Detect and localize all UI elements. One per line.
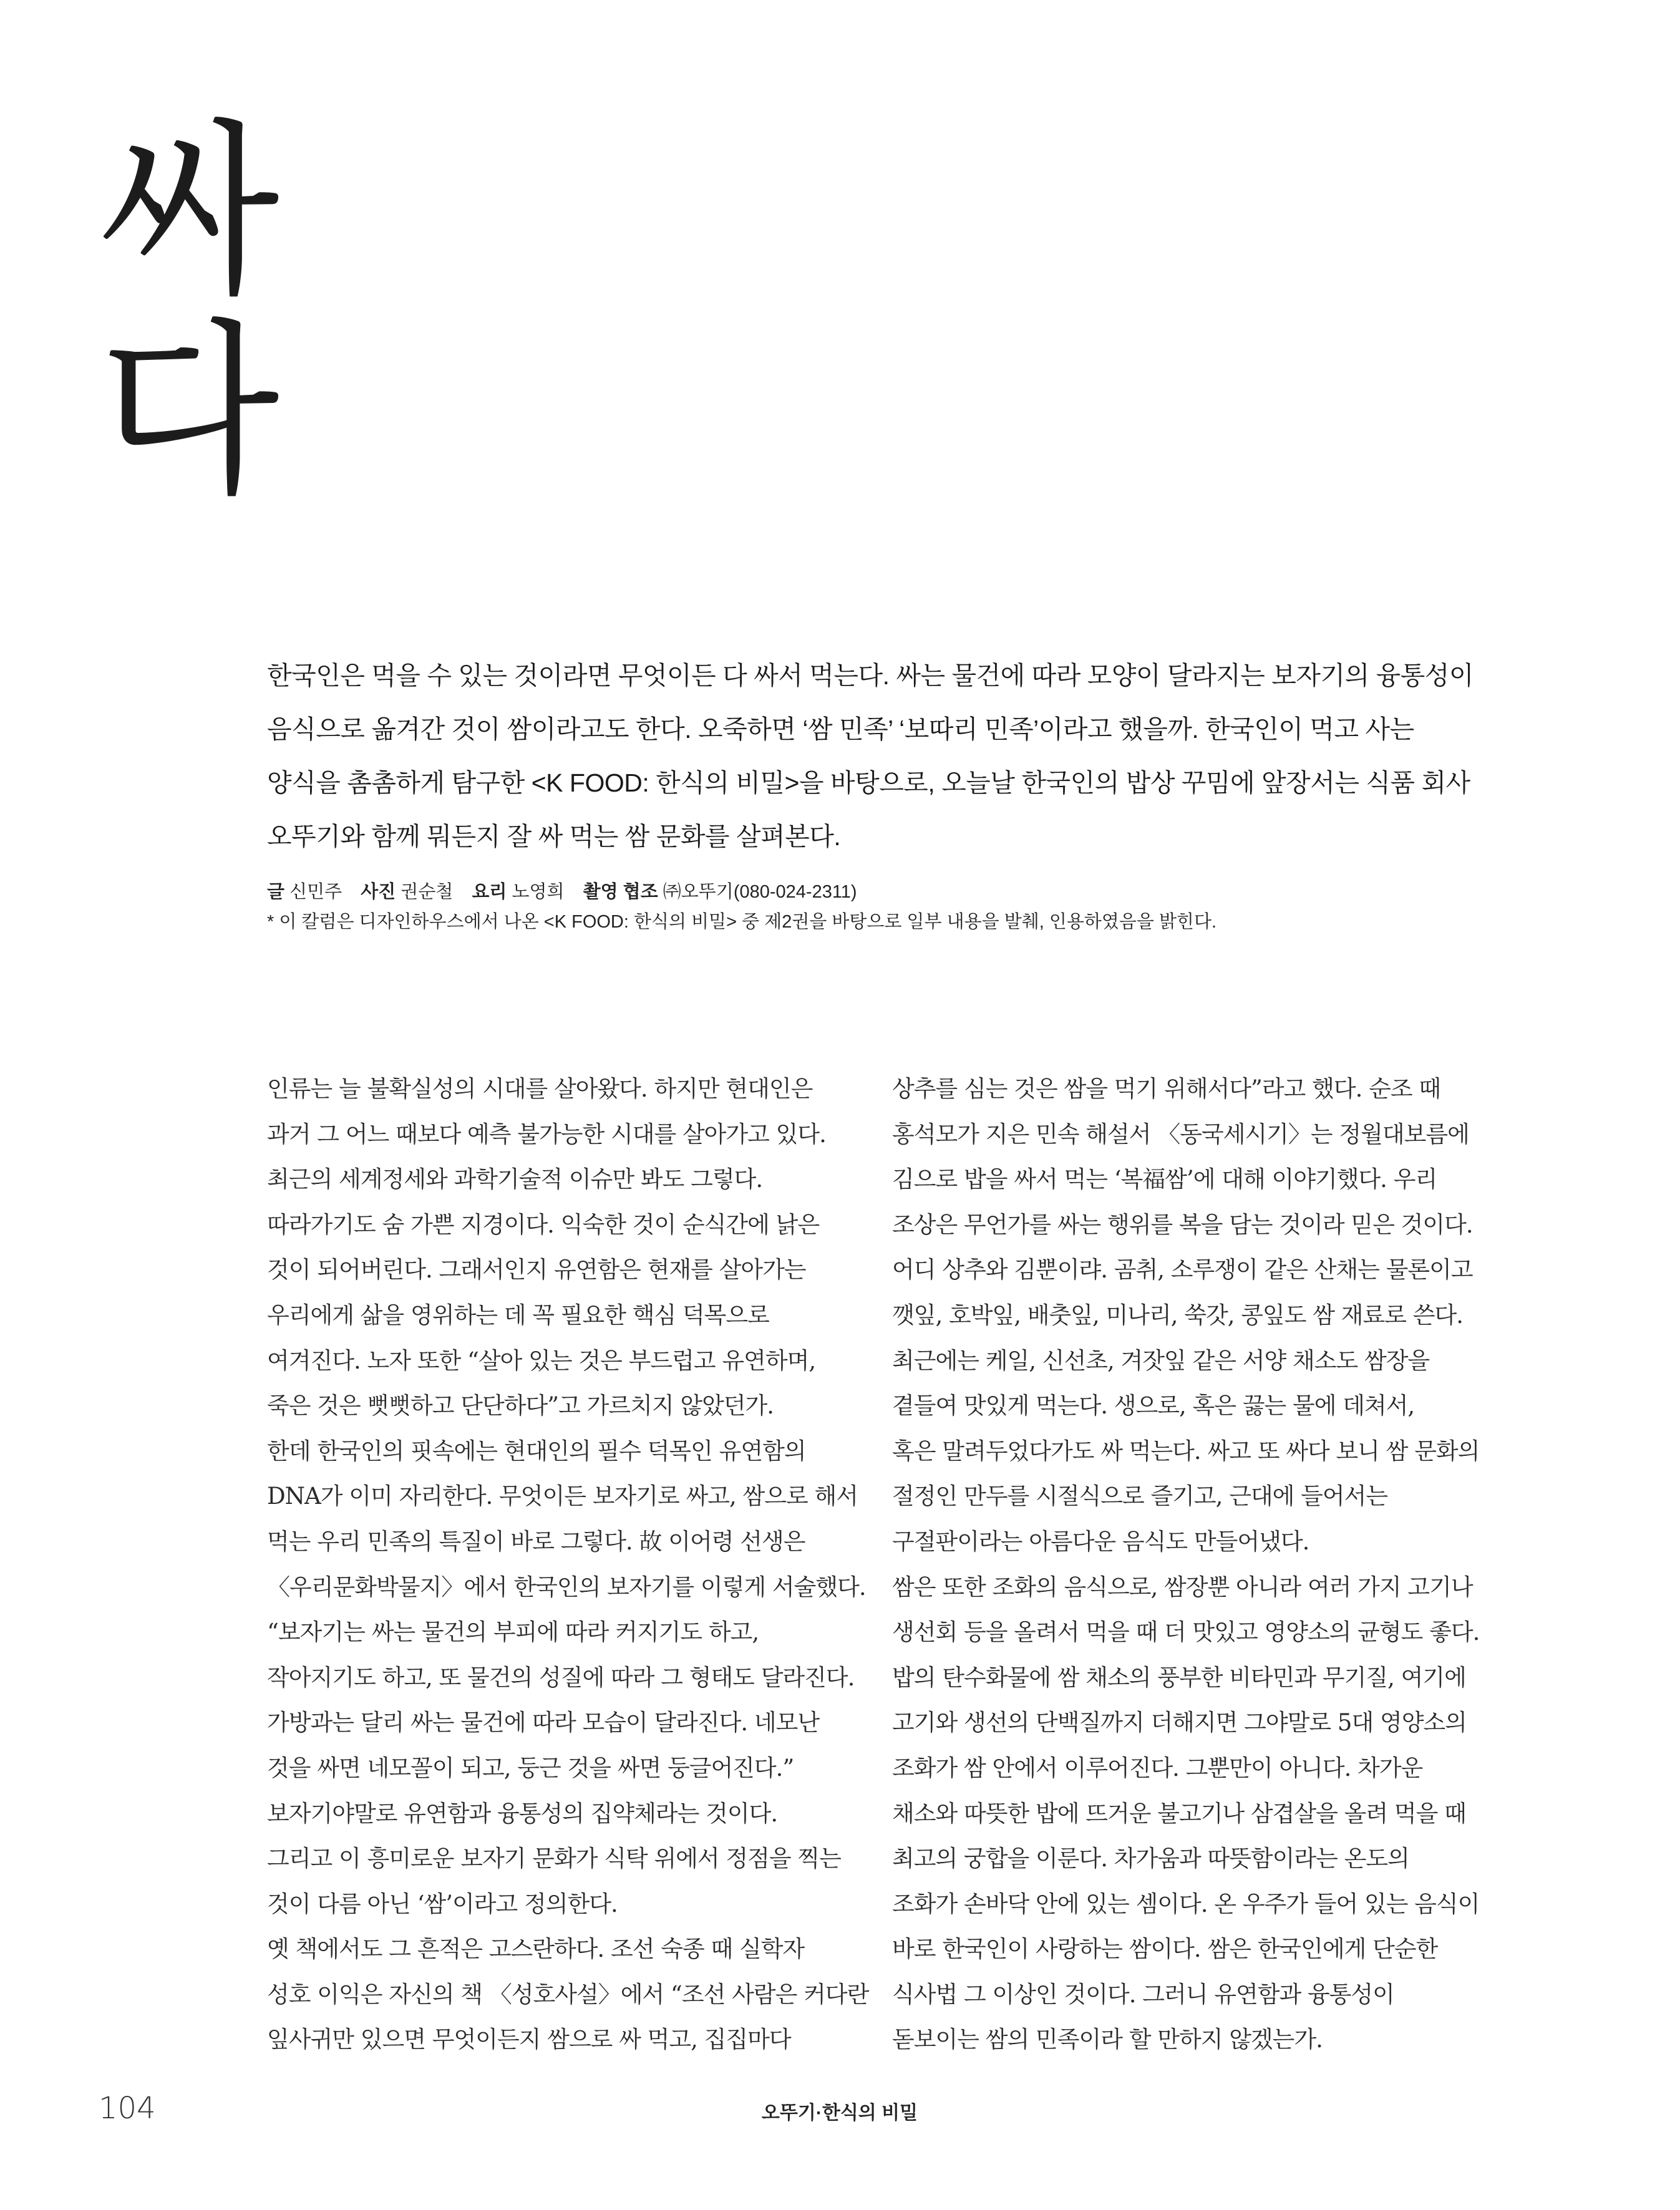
body-text-line: 식사법 그 이상인 것이다. 그러니 유연함과 융통성이 (892, 1980, 1394, 2008)
body-text-line: 김으로 밥을 싸서 먹는 ‘복福쌈’에 대해 이야기했다. 우리 (892, 1166, 1437, 1193)
writer-name: 신민주 (289, 882, 342, 902)
body-text-line: 고기와 생선의 단백질까지 더해지면 그야말로 5대 영양소의 (892, 1709, 1467, 1737)
body-text-line: 어디 상추와 김뿐이랴. 곰취, 소루쟁이 같은 산채는 물론이고 (892, 1256, 1473, 1284)
body-text-line: 최근의 세계정세와 과학기술적 이슈만 봐도 그렇다. (267, 1166, 763, 1193)
body-text-line: 먹는 우리 민족의 특질이 바로 그렇다. 故 이어령 선생은 (267, 1528, 805, 1555)
body-text-line: 우리에게 삶을 영위하는 데 꼭 필요한 핵심 덕목으로 (267, 1301, 769, 1329)
support-label: 촬영 협조 (583, 882, 658, 902)
body-text-line: 쌈은 또한 조화의 음식으로, 쌈장뿐 아니라 여러 가지 고기나 (892, 1573, 1473, 1601)
body-text-line: 최고의 궁합을 이룬다. 차가움과 따뜻함이라는 온도의 (892, 1845, 1409, 1873)
body-text-line: 상추를 심는 것은 쌈을 먹기 위해서다”라고 했다. 순조 때 (892, 1075, 1441, 1102)
credits (267, 877, 1490, 907)
body-text-line: 채소와 따뜻한 밥에 뜨거운 불고기나 삼겹살을 올려 먹을 때 (892, 1800, 1466, 1827)
body-text-line: 조화가 쌈 안에서 이루어진다. 그뿐만이 아니다. 차가운 (892, 1754, 1423, 1781)
body-text-line: 가방과는 달리 싸는 물건에 따라 모습이 달라진다. 네모난 (267, 1709, 820, 1737)
body-column-left (267, 1067, 869, 2063)
body-text-line: 절정인 만두를 시절식으로 즐기고, 근대에 들어서는 (892, 1483, 1388, 1510)
body-text-line: 〈우리문화박물지〉에서 한국인의 보자기를 이렇게 서술했다. (267, 1573, 866, 1601)
body-text-line: 따라가기도 숨 가쁜 지경이다. 익숙한 것이 순식간에 낡은 (267, 1211, 820, 1238)
page-number: 104 (99, 2091, 156, 2126)
body-text-line: 바로 한국인이 사랑하는 쌈이다. 쌈은 한국인에게 단순한 (892, 1936, 1438, 1963)
body-text-line: 여겨진다. 노자 또한 “살아 있는 것은 부드럽고 유연하며, (267, 1347, 816, 1374)
body-text-line: DNA가 이미 자리한다. 무엇이든 보자기로 싸고, 쌈으로 해서 (267, 1483, 858, 1510)
body-text-line: 돋보이는 쌈의 민족이라 할 만하지 않겠는가. (892, 2026, 1323, 2053)
body-text-line: 혹은 말려두었다가도 싸 먹는다. 싸고 또 싸다 보니 쌈 문화의 (892, 1437, 1480, 1465)
body-text-line: 생선회 등을 올려서 먹을 때 더 맛있고 영양소의 균형도 좋다. (892, 1619, 1480, 1646)
body-text-line: 인류는 늘 불확실성의 시대를 살아왔다. 하지만 현대인은 (267, 1075, 813, 1102)
body-text-line: 옛 책에서도 그 흔적은 고스란하다. 조선 숙종 때 실학자 (267, 1936, 805, 1963)
intro-line: 오뚜기와 함께 뭐든지 잘 싸 먹는 쌈 문화를 살펴본다. (267, 822, 841, 851)
cook-name: 노영희 (512, 882, 565, 902)
body-text-line: 죽은 것은 뻣뻣하고 단단하다”고 가르치지 않았던가. (267, 1392, 774, 1420)
title-char-1: 싸 (99, 103, 279, 321)
photo-label: 사진 (361, 882, 396, 902)
body-text-line: 작아지기도 하고, 또 물건의 성질에 따라 그 형태도 달라진다. (267, 1664, 855, 1691)
intro-line: 한국인은 먹을 수 있는 것이라면 무엇이든 다 싸서 먹는다. 싸는 물건에 따라 모양이 달라지는 보자기의 융통성이 (267, 661, 1474, 690)
body-column-right (892, 1067, 1491, 2063)
title-char-2: 다 (99, 303, 279, 520)
body-text-line: 홍석모가 지은 민속 해설서 〈동국세시기〉는 정월대보름에 (892, 1120, 1469, 1148)
body-text-line: 것이 다름 아닌 ‘쌈’이라고 정의한다. (267, 1890, 618, 1917)
body-text-line: 조상은 무언가를 싸는 행위를 복을 담는 것이라 믿은 것이다. (892, 1211, 1473, 1238)
writer-label: 글 (267, 882, 285, 902)
body-text-line: 것을 싸면 네모꼴이 되고, 둥근 것을 싸면 둥글어진다.” (267, 1754, 794, 1781)
photo-name: 권순철 (401, 882, 454, 902)
body-text-line: 보자기야말로 유연함과 융통성의 집약체라는 것이다. (267, 1800, 778, 1827)
body-text-line: 그리고 이 흥미로운 보자기 문화가 식탁 위에서 정점을 찍는 (267, 1845, 841, 1873)
body-text-line: 곁들여 맛있게 먹는다. 생으로, 혹은 끓는 물에 데쳐서, (892, 1392, 1415, 1420)
body-text-line: 최근에는 케일, 신선초, 겨잣잎 같은 서양 채소도 쌈장을 (892, 1347, 1430, 1374)
publication-title: 오뚜기·한식의 비밀 (761, 2103, 918, 2123)
body-text-line: 구절판이라는 아름다운 음식도 만들어냈다. (892, 1528, 1309, 1555)
body-text-line: 밥의 탄수화물에 쌈 채소의 풍부한 비타민과 무기질, 여기에 (892, 1664, 1466, 1691)
body-text-line: “보자기는 싸는 물건의 부피에 따라 커지기도 하고, (267, 1619, 759, 1646)
body-text-line: 과거 그 어느 때보다 예측 불가능한 시대를 살아가고 있다. (267, 1120, 826, 1148)
support-name: ㈜오뚜기(080-024-2311) (663, 882, 857, 902)
body-text-line: 것이 되어버린다. 그래서인지 유연함은 현재를 살아가는 (267, 1256, 806, 1284)
source-note: * 이 칼럼은 디자인하우스에서 나온 <K FOOD: 한식의 비밀> 중 제2권을 바탕으로 일부 내용을 발췌, 인용하였음을 밝힌다. (267, 912, 1217, 932)
body-text-line: 조화가 손바닥 안에 있는 셈이다. 온 우주가 들어 있는 음식이 (892, 1890, 1480, 1917)
body-text-line: 성호 이익은 자신의 책 〈성호사설〉에서 “조선 사람은 커다란 (267, 1980, 869, 2008)
body-text-line: 한데 한국인의 핏속에는 현대인의 필수 덕목인 유연함의 (267, 1437, 806, 1465)
intro-block (267, 649, 1490, 937)
intro-line: 양식을 촘촘하게 탐구한 <K FOOD: 한식의 비밀>을 바탕으로, 오늘날 한국인의 밥상 꾸밈에 앞장서는 식품 회사 (267, 768, 1470, 797)
intro-line: 음식으로 옮겨간 것이 쌈이라고도 한다. 오죽하면 ‘쌈 민족’ ‘보따리 민족’이라고 했을까. 한국인이 먹고 사는 (267, 715, 1414, 744)
body-text-line: 깻잎, 호박잎, 배춧잎, 미나리, 쑥갓, 콩잎도 쌈 재료로 쓴다. (892, 1301, 1463, 1329)
body-text-line: 잎사귀만 있으면 무엇이든지 쌈으로 싸 먹고, 집집마다 (267, 2026, 791, 2053)
cook-label: 요리 (472, 882, 507, 902)
